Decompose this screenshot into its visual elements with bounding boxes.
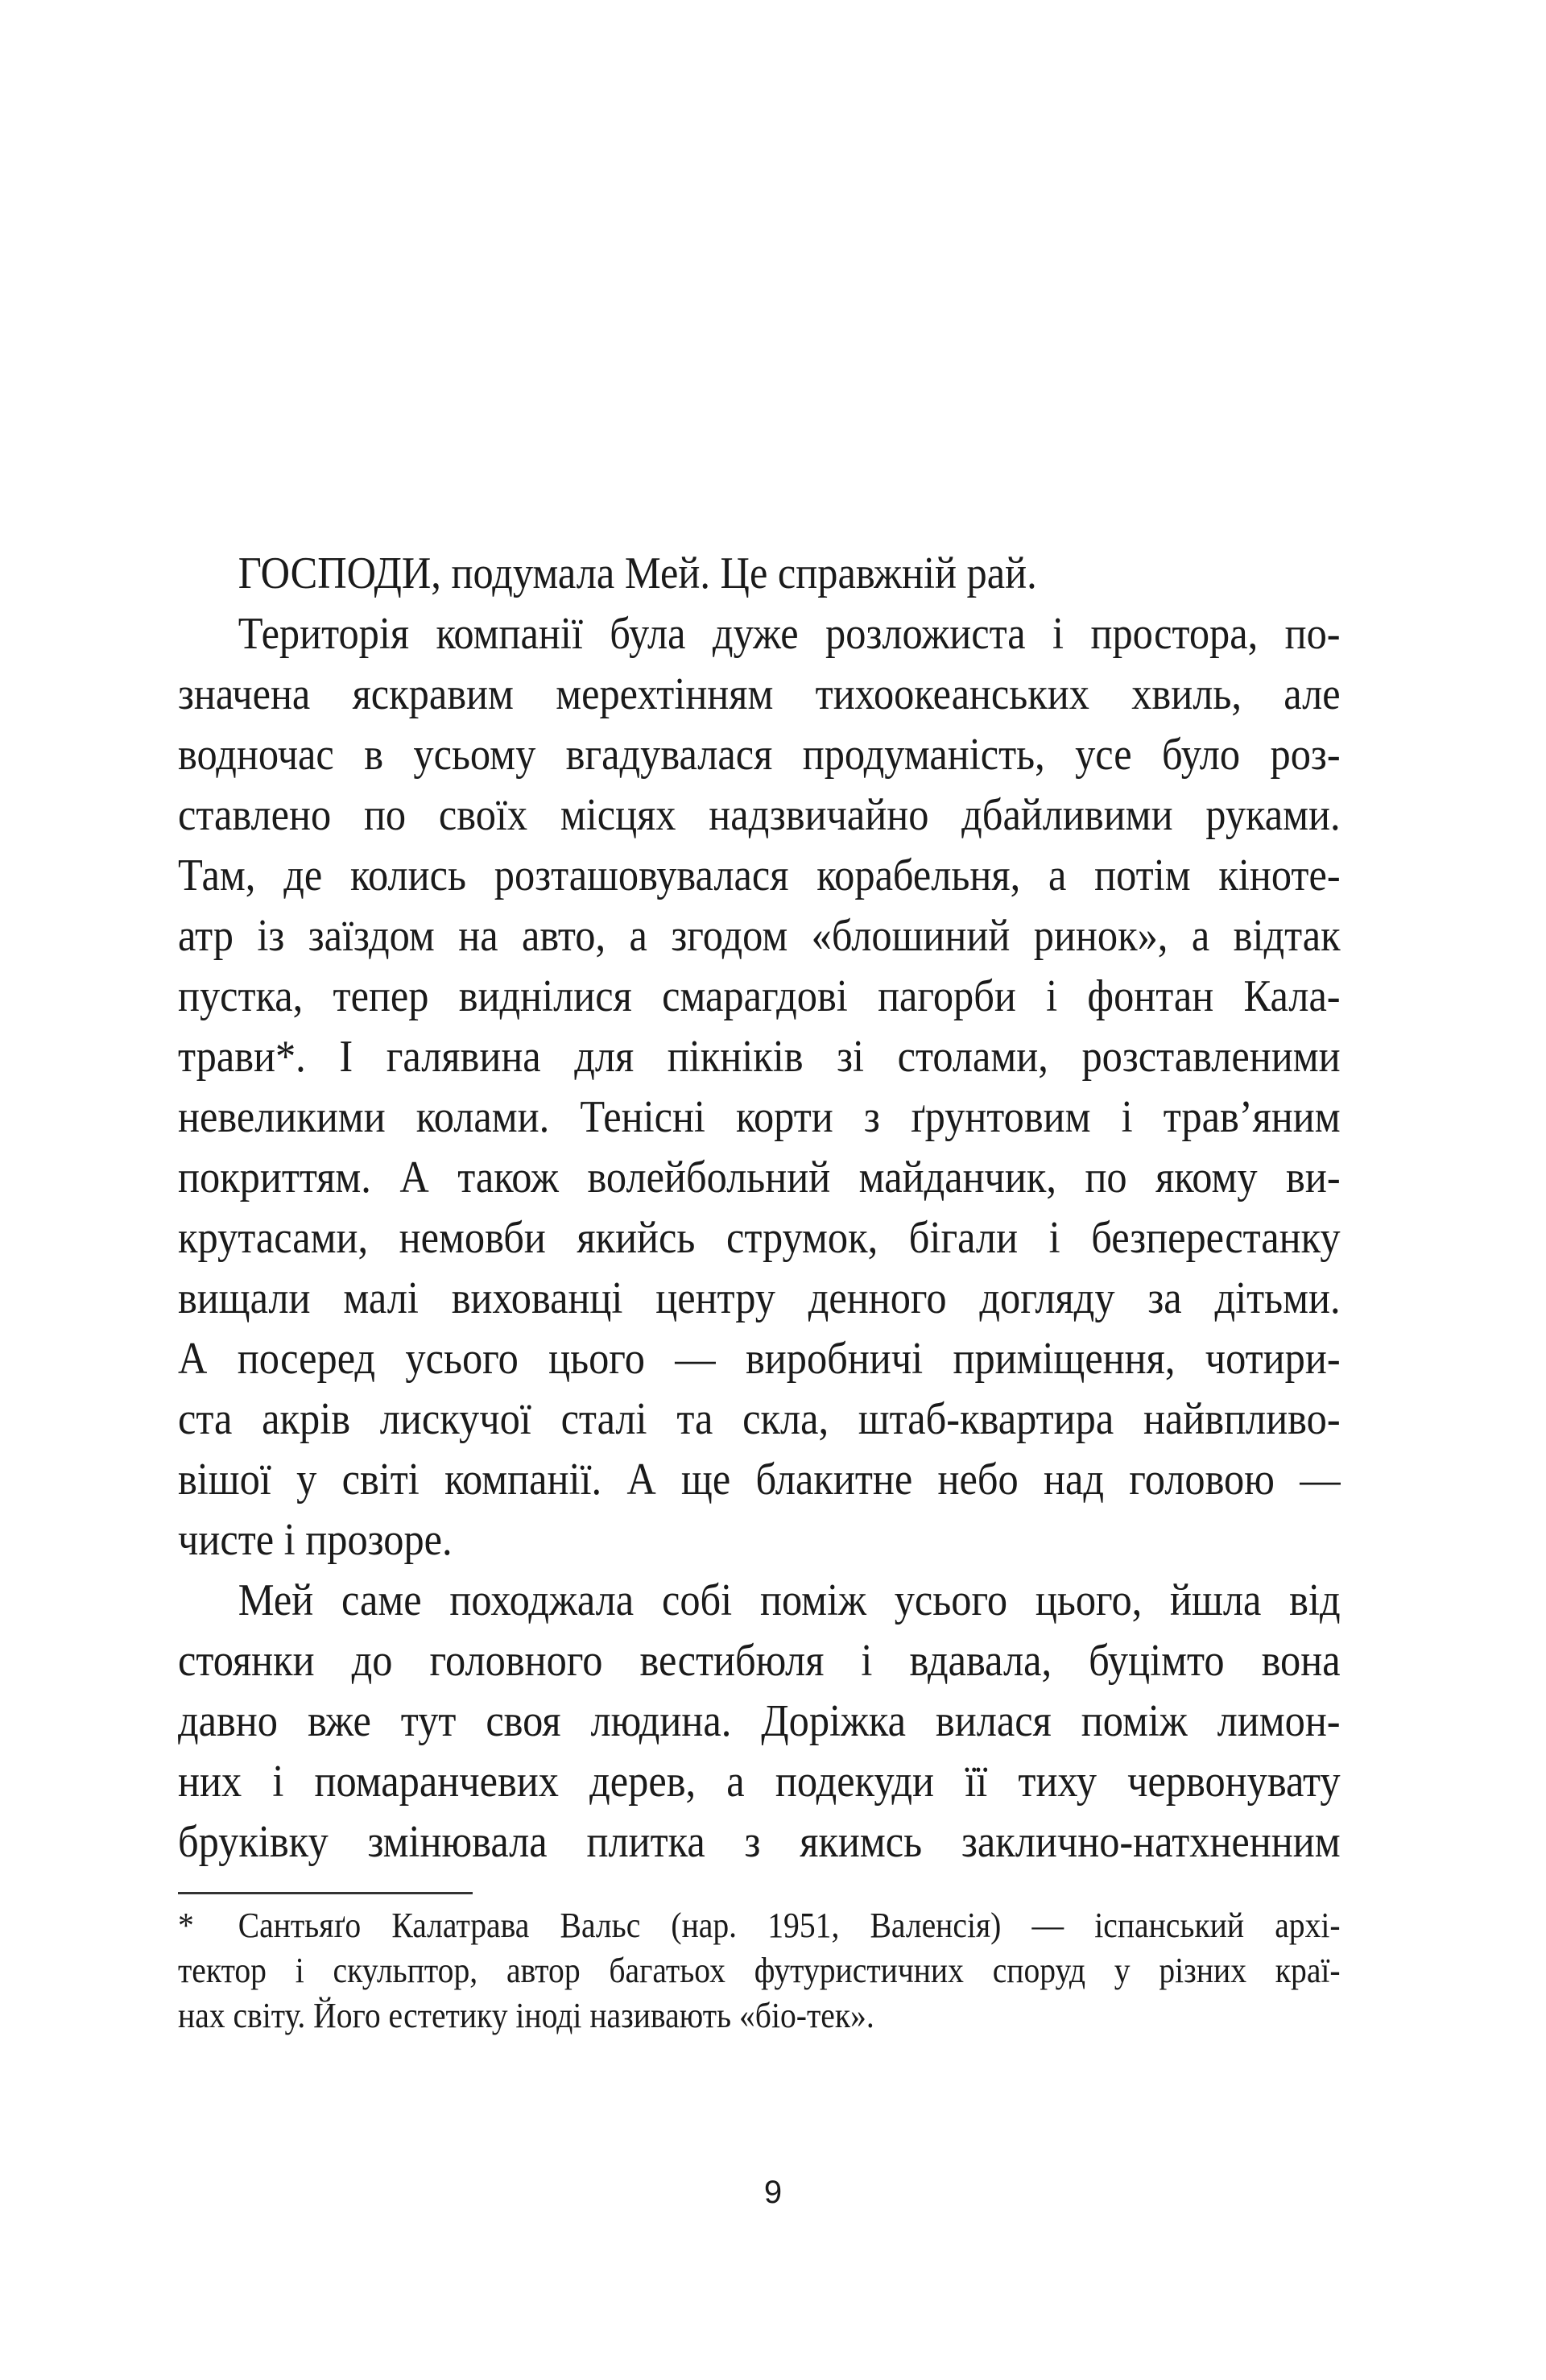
text-line: Там, де колись розташовувалася корабельня, а потім кіноте- <box>178 851 1341 900</box>
text-line: ставлено по своїх місцях надзвичайно дбайливими руками. <box>178 790 1341 840</box>
text-line: значена яскравим мерехтінням тихоокеанських хвиль, але <box>178 669 1341 719</box>
footnote-line <box>178 1948 1341 1993</box>
page-number: 9 <box>763 2175 783 2210</box>
text-line: чисте і прозоре. <box>178 1515 453 1565</box>
text-line: ста акрів лискучої сталі та скла, штаб-квартира найвпливо- <box>178 1394 1341 1444</box>
text-line: ГОСПОДИ, подумала Мей. Це справжній рай. <box>238 548 1037 598</box>
text-line: Мей саме походжала собі поміж усього цього, йшла від <box>238 1575 1341 1625</box>
footnote-line <box>178 1993 1341 2039</box>
text-line: пустка, тепер виднілися смарагдові пагорби і фонтан Кала- <box>178 971 1341 1021</box>
footnote-marker: * <box>178 1906 194 1945</box>
text-line: водночас в усьому вгадувалася продуманість, усе було роз- <box>178 730 1341 780</box>
text-line: них і помаранчевих дерев, а подекуди її тиху червонувату <box>178 1757 1341 1807</box>
footnote-text: тектор і скульптор, автор багатьох футуристичних споруд у різних краї- <box>178 1951 1341 1990</box>
text-line: вищали малі вихованці центру денного догляду за дітьми. <box>178 1273 1341 1323</box>
footnote <box>178 1903 1341 2039</box>
text-line: покриттям. А також волейбольний майданчик, по якому ви- <box>178 1153 1341 1202</box>
footnote-text: Сантьяґо Калатрава Вальс (нар. 1951, Валенсія) — іспанський архі- <box>238 1906 1341 1945</box>
text-line: давно вже тут своя людина. Доріжка вилася поміж лимон- <box>178 1696 1341 1746</box>
text-line: трави*. І галявина для пікніків зі столами, розставленими <box>178 1032 1341 1082</box>
text-line: стоянки до головного вестибюля і вдавала, буцімто вона <box>178 1636 1341 1686</box>
footnote-text: нах світу. Його естетику іноді називають «біо-тек». <box>178 1996 874 2035</box>
text-line: крутасами, немовби якийсь струмок, бігали і безперестанку <box>178 1213 1341 1263</box>
text-line: Територія компанії була дуже розложиста і простора, по- <box>238 609 1341 659</box>
text-line: атр із заїздом на авто, а згодом «блошиний ринок», а відтак <box>178 911 1341 961</box>
body-text <box>178 544 1341 1873</box>
text-line: бруківку змінювала плитка з якимсь заклично-натхненним <box>178 1817 1341 1867</box>
text-line: вішої у світі компанії. А ще блакитне небо над головою — <box>178 1455 1341 1505</box>
footnote-line <box>178 1903 1341 1948</box>
text-line: невеликими колами. Тенісні корти з ґрунтовим і трав’яним <box>178 1092 1341 1142</box>
text-line: А посеред усього цього — виробничі приміщення, чотири- <box>178 1334 1341 1384</box>
footnote-divider <box>178 1892 473 1894</box>
